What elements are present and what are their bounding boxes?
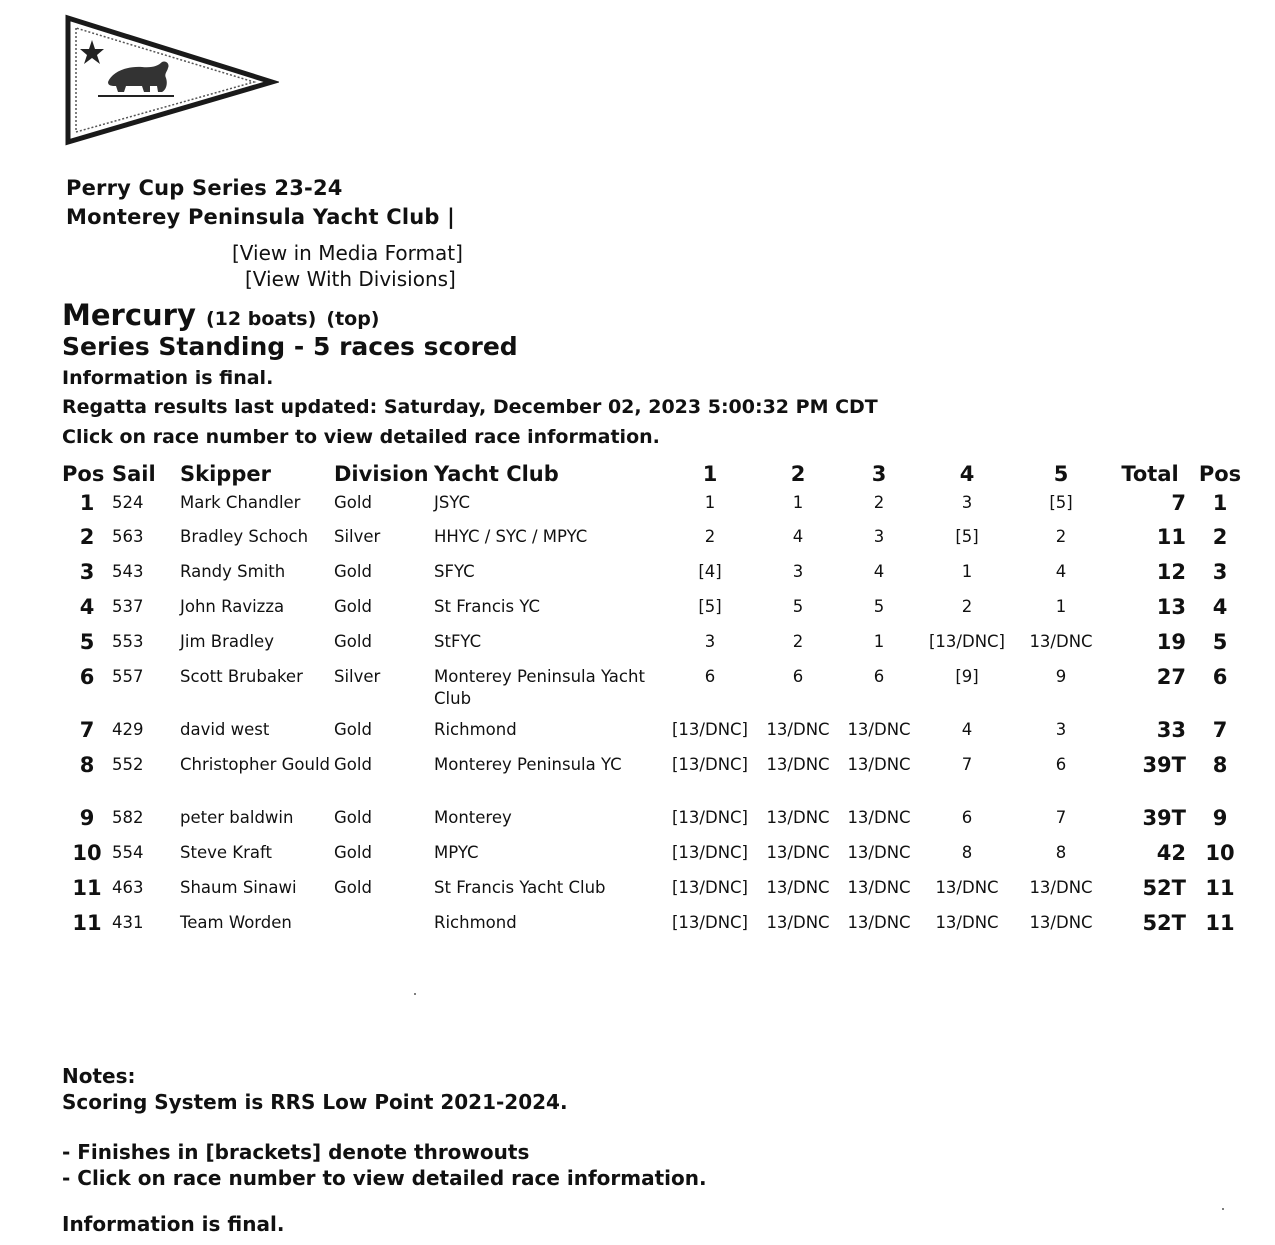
race-5-score: 4 xyxy=(1055,562,1067,581)
header-race-2[interactable]: 2 xyxy=(790,462,806,486)
header-race-3[interactable]: 3 xyxy=(871,462,887,486)
total-points: 11 xyxy=(1156,525,1186,549)
series-standing: Series Standing - 5 races scored xyxy=(62,332,518,361)
final-pos: 8 xyxy=(1212,753,1228,777)
class-heading xyxy=(62,298,380,332)
sail-number: 524 xyxy=(112,493,144,512)
race-5-score: 2 xyxy=(1055,527,1067,546)
total-points: 39T xyxy=(1142,806,1186,830)
division: Gold xyxy=(334,632,372,651)
table-header-row xyxy=(62,456,1244,492)
race-3-score: 4 xyxy=(873,562,885,581)
race-4-score: [5] xyxy=(955,527,979,546)
division: Gold xyxy=(334,755,372,774)
skipper-name: Bradley Schoch xyxy=(180,527,309,546)
sail-number: 543 xyxy=(112,562,144,581)
results-table xyxy=(62,456,1244,947)
yacht-club: Monterey Peninsula YC xyxy=(434,755,622,774)
race-1-score: [4] xyxy=(698,562,722,581)
header-pos: Pos xyxy=(62,462,105,486)
division: Gold xyxy=(334,562,372,581)
race-5-score: 7 xyxy=(1055,808,1067,827)
final-pos: 11 xyxy=(1205,876,1235,900)
table-row xyxy=(62,754,1244,807)
race-1-score: 6 xyxy=(704,667,716,686)
row-pos: 5 xyxy=(79,630,95,654)
race-3-score: 6 xyxy=(873,667,885,686)
race-2-score: 13/DNC xyxy=(766,913,830,932)
race-5-score: 13/DNC xyxy=(1029,913,1093,932)
header-total: Total xyxy=(1121,462,1179,486)
class-name: Mercury xyxy=(62,298,196,332)
row-pos: 10 xyxy=(72,841,102,865)
yacht-club: Richmond xyxy=(434,720,517,739)
race-3-score: 3 xyxy=(873,527,885,546)
skipper-name: John Ravizza xyxy=(180,597,285,616)
header-race-4[interactable]: 4 xyxy=(959,462,975,486)
race-1-score: 1 xyxy=(704,493,716,512)
total-points: 39T xyxy=(1142,753,1186,777)
race-4-score: 3 xyxy=(961,493,973,512)
table-row xyxy=(62,492,1244,526)
sail-number: 431 xyxy=(112,913,144,932)
race-5-score: 9 xyxy=(1055,667,1067,686)
final-pos: 1 xyxy=(1212,491,1228,515)
sail-number: 557 xyxy=(112,667,144,686)
race-1-score: 3 xyxy=(704,632,716,651)
division: Gold xyxy=(334,808,372,827)
race-4-score: 13/DNC xyxy=(935,913,999,932)
table-row xyxy=(62,561,1244,596)
final-pos: 3 xyxy=(1212,560,1228,584)
yacht-club: St Francis Yacht Club xyxy=(434,878,606,897)
race-5-score: 6 xyxy=(1055,755,1067,774)
race-3-score: 2 xyxy=(873,493,885,512)
race-1-score: [13/DNC] xyxy=(672,878,748,897)
total-points: 13 xyxy=(1156,595,1186,619)
final-status: Information is final. xyxy=(62,1212,285,1236)
final-pos: 11 xyxy=(1205,911,1235,935)
race-2-score: 5 xyxy=(792,597,804,616)
yacht-club: HHYC / SYC / MPYC xyxy=(434,527,588,546)
club-title: Monterey Peninsula Yacht Club | xyxy=(66,205,455,229)
status-text: Information is final. xyxy=(62,367,274,389)
race-4-score: 6 xyxy=(961,808,973,827)
race-2-score: 2 xyxy=(792,632,804,651)
race-3-score: 13/DNC xyxy=(847,913,911,932)
race-4-score: 8 xyxy=(961,843,973,862)
total-points: 52T xyxy=(1142,876,1186,900)
burgee-star-bear-icon xyxy=(64,14,279,146)
view-media-format-link[interactable]: [View in Media Format] xyxy=(232,241,463,265)
race-4-score: 13/DNC xyxy=(935,878,999,897)
scoring-system: Scoring System is RRS Low Point 2021-2024. xyxy=(62,1090,568,1114)
yacht-club: Monterey xyxy=(434,808,512,827)
skipper-name: david west xyxy=(180,720,270,739)
skipper-name: Jim Bradley xyxy=(180,632,274,651)
race-2-score: 13/DNC xyxy=(766,808,830,827)
header-final-pos: Pos xyxy=(1198,462,1242,486)
final-pos: 4 xyxy=(1212,595,1228,619)
sail-number: 463 xyxy=(112,878,144,897)
header-yacht-club: Yacht Club xyxy=(434,462,559,486)
row-pos: 11 xyxy=(72,911,102,935)
total-points: 33 xyxy=(1156,718,1186,742)
header-sail: Sail xyxy=(112,462,156,486)
note-click-race: - Click on race number to view detailed race information. xyxy=(62,1166,707,1190)
division: Gold xyxy=(334,878,372,897)
race-2-score: 1 xyxy=(792,493,804,512)
scan-speck xyxy=(1222,1208,1224,1210)
row-pos: 2 xyxy=(79,525,95,549)
race-1-score: [5] xyxy=(698,597,722,616)
yacht-club: MPYC xyxy=(434,843,479,862)
race-2-score: 13/DNC xyxy=(766,843,830,862)
skipper-name: Christopher Gould xyxy=(180,755,331,774)
sail-number: 553 xyxy=(112,632,144,651)
table-row xyxy=(62,631,1244,666)
row-pos: 9 xyxy=(79,806,95,830)
row-pos: 8 xyxy=(79,753,95,777)
division: Silver xyxy=(334,527,381,546)
skipper-name: peter baldwin xyxy=(180,808,294,827)
table-row xyxy=(62,912,1244,947)
race-4-score: 1 xyxy=(961,562,973,581)
view-with-divisions-link[interactable]: [View With Divisions] xyxy=(245,267,456,291)
final-pos: 5 xyxy=(1212,630,1228,654)
header-skipper: Skipper xyxy=(180,462,271,486)
race-5-score: 8 xyxy=(1055,843,1067,862)
skipper-name: Steve Kraft xyxy=(180,843,272,862)
header-division: Division xyxy=(334,462,429,486)
race-1-score: [13/DNC] xyxy=(672,720,748,739)
table-row xyxy=(62,666,1244,719)
note-throwouts: - Finishes in [brackets] denote throwouts xyxy=(62,1140,530,1164)
header-race-1[interactable]: 1 xyxy=(702,462,718,486)
yacht-club: St Francis YC xyxy=(434,597,541,616)
sail-number: 552 xyxy=(112,755,144,774)
race-4-score: 2 xyxy=(961,597,973,616)
table-row xyxy=(62,842,1244,877)
yacht-club: SFYC xyxy=(434,562,475,581)
race-2-score: 13/DNC xyxy=(766,755,830,774)
race-3-score: 5 xyxy=(873,597,885,616)
skipper-name: Shaum Sinawi xyxy=(180,878,297,897)
yacht-club: JSYC xyxy=(434,493,471,512)
yacht-club: Monterey Peninsula Yacht Club xyxy=(434,667,645,708)
race-4-score: 7 xyxy=(961,755,973,774)
race-4-score: [13/DNC] xyxy=(929,632,1005,651)
boat-count: (12 boats) xyxy=(205,308,317,330)
race-2-score: 6 xyxy=(792,667,804,686)
sail-number: 554 xyxy=(112,843,144,862)
row-pos: 1 xyxy=(79,491,95,515)
race-3-score: 13/DNC xyxy=(847,878,911,897)
table-row xyxy=(62,877,1244,912)
skipper-name: Randy Smith xyxy=(180,562,286,581)
scan-speck xyxy=(414,993,416,995)
skipper-name: Scott Brubaker xyxy=(180,667,303,686)
race-2-score: 13/DNC xyxy=(766,720,830,739)
notes-heading: Notes: xyxy=(62,1064,136,1088)
top-link[interactable]: (top) xyxy=(326,308,380,330)
sail-number: 429 xyxy=(112,720,144,739)
division: Gold xyxy=(334,493,372,512)
race-3-score: 13/DNC xyxy=(847,843,911,862)
race-1-score: [13/DNC] xyxy=(672,755,748,774)
last-updated: Regatta results last updated: Saturday, December 02, 2023 5:00:32 PM CDT xyxy=(62,396,878,418)
race-4-score: [9] xyxy=(955,667,979,686)
yacht-club: Richmond xyxy=(434,913,517,932)
division: Gold xyxy=(334,843,372,862)
total-points: 19 xyxy=(1156,630,1186,654)
header-race-5[interactable]: 5 xyxy=(1053,462,1069,486)
race-5-score: 13/DNC xyxy=(1029,878,1093,897)
row-pos: 7 xyxy=(79,718,95,742)
skipper-name: Team Worden xyxy=(180,913,292,932)
skipper-name: Mark Chandler xyxy=(180,493,301,512)
row-pos: 6 xyxy=(79,665,95,689)
table-row xyxy=(62,526,1244,561)
race-2-score: 13/DNC xyxy=(766,878,830,897)
total-points: 27 xyxy=(1156,665,1186,689)
race-1-score: [13/DNC] xyxy=(672,843,748,862)
division: Gold xyxy=(334,720,372,739)
race-4-score: 4 xyxy=(961,720,973,739)
race-5-score: 3 xyxy=(1055,720,1067,739)
race-1-score: [13/DNC] xyxy=(672,913,748,932)
final-pos: 6 xyxy=(1212,665,1228,689)
row-pos: 4 xyxy=(79,595,95,619)
race-3-score: 13/DNC xyxy=(847,720,911,739)
click-hint: Click on race number to view detailed race information. xyxy=(62,426,660,448)
final-pos: 2 xyxy=(1212,525,1228,549)
race-3-score: 13/DNC xyxy=(847,755,911,774)
sail-number: 537 xyxy=(112,597,144,616)
race-1-score: [13/DNC] xyxy=(672,808,748,827)
table-row xyxy=(62,807,1244,842)
row-pos: 11 xyxy=(72,876,102,900)
total-points: 42 xyxy=(1156,841,1186,865)
race-5-score: [5] xyxy=(1049,493,1073,512)
race-3-score: 13/DNC xyxy=(847,808,911,827)
row-pos: 3 xyxy=(79,560,95,584)
total-points: 7 xyxy=(1171,491,1186,515)
division xyxy=(334,912,434,947)
total-points: 52T xyxy=(1142,911,1186,935)
final-pos: 10 xyxy=(1205,841,1235,865)
table-row xyxy=(62,596,1244,631)
division: Silver xyxy=(334,667,381,686)
sail-number: 582 xyxy=(112,808,144,827)
final-pos: 7 xyxy=(1212,718,1228,742)
yacht-club: StFYC xyxy=(434,632,482,651)
sail-number: 563 xyxy=(112,527,144,546)
race-1-score: 2 xyxy=(704,527,716,546)
series-title: Perry Cup Series 23-24 xyxy=(66,176,343,200)
division: Gold xyxy=(334,597,372,616)
race-2-score: 4 xyxy=(792,527,804,546)
race-2-score: 3 xyxy=(792,562,804,581)
final-pos: 9 xyxy=(1212,806,1228,830)
race-5-score: 13/DNC xyxy=(1029,632,1093,651)
table-row xyxy=(62,719,1244,754)
total-points: 12 xyxy=(1156,560,1186,584)
race-5-score: 1 xyxy=(1055,597,1067,616)
race-3-score: 1 xyxy=(873,632,885,651)
